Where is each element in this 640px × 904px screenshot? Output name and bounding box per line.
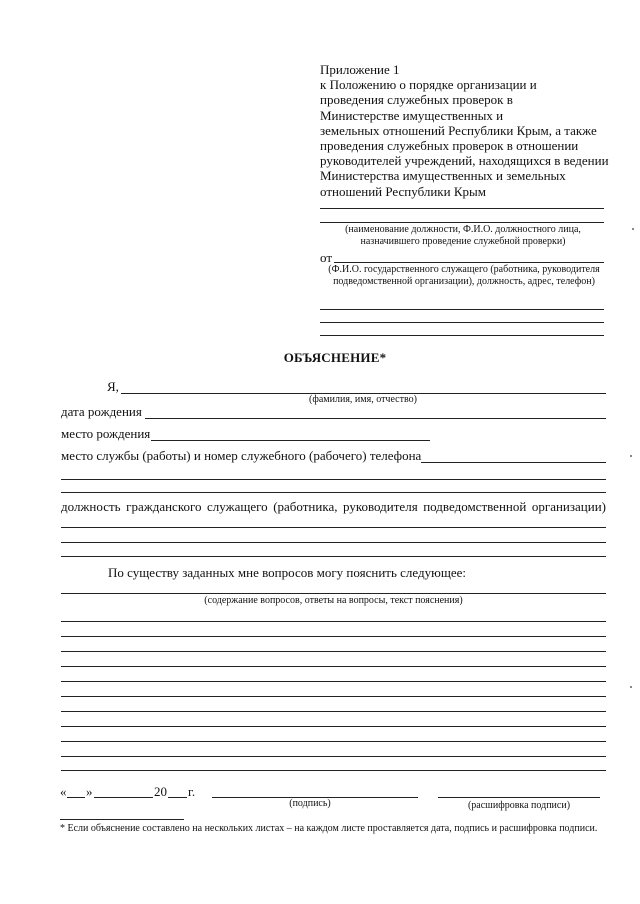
appendix-line: руководителей учреждений, находящихся в ведении bbox=[320, 153, 609, 169]
appendix-line: к Положению о порядке организации и bbox=[320, 77, 537, 93]
workplace-line-3[interactable] bbox=[61, 492, 606, 493]
explanation-intro: По существу заданных мне вопросов могу пояснить следующее: bbox=[108, 565, 467, 580]
workplace-line-2[interactable] bbox=[61, 479, 606, 480]
explanation-line[interactable] bbox=[61, 726, 606, 727]
caption-position: (наименование должности, Ф.И.О. должностного лица, назначившего проведение служебной проверки) bbox=[345, 224, 581, 247]
document-title: ОБЪЯСНЕНИЕ* bbox=[283, 350, 387, 365]
footnote-separator bbox=[60, 819, 184, 820]
year-suffix: г. bbox=[188, 784, 196, 799]
explanation-line[interactable] bbox=[61, 711, 606, 712]
date-close-quote: » bbox=[86, 784, 93, 799]
date-year-line[interactable] bbox=[168, 797, 187, 798]
birth-date-line[interactable] bbox=[145, 418, 606, 419]
year-prefix: 20 bbox=[154, 784, 167, 799]
appendix-line: земельных отношений Республики Крым, а также bbox=[320, 122, 597, 138]
workplace-phone-label: место службы (работы) и номер служебного (рабочего) телефона bbox=[61, 448, 422, 463]
scan-speck bbox=[630, 455, 632, 457]
explanation-line[interactable] bbox=[61, 741, 606, 742]
position-line-1[interactable] bbox=[61, 527, 606, 528]
caption-signature-decode: (расшифровка подписи) bbox=[467, 800, 571, 811]
footnote: * Если объяснение составлено на нескольких листах – на каждом листе проставляется дата, подпись и расшифровка подписи. bbox=[60, 823, 598, 834]
explanation-line[interactable] bbox=[61, 696, 606, 697]
from-label: от bbox=[320, 250, 333, 265]
explanation-line[interactable] bbox=[61, 651, 606, 652]
explanation-line[interactable] bbox=[61, 621, 606, 622]
date-open-quote: « bbox=[60, 784, 67, 799]
explanation-line[interactable] bbox=[61, 666, 606, 667]
caption-fio: (фамилия, имя, отчество) bbox=[309, 394, 417, 405]
signature-decode-line[interactable] bbox=[438, 797, 600, 798]
position-line-3[interactable] bbox=[61, 556, 606, 557]
workplace-phone-line[interactable] bbox=[421, 462, 606, 463]
addressee-line-2[interactable] bbox=[320, 222, 604, 223]
explanation-line[interactable] bbox=[61, 681, 606, 682]
addressee-line-4[interactable] bbox=[320, 322, 604, 323]
birth-place-label: место рождения bbox=[61, 426, 151, 441]
position-line-2[interactable] bbox=[61, 542, 606, 543]
caption-signature: (подпись) bbox=[289, 798, 331, 809]
appendix-block bbox=[320, 62, 620, 199]
appendix-line: Министерства имущественных и земельных bbox=[320, 168, 566, 184]
explanation-line[interactable] bbox=[61, 636, 606, 637]
explanation-caption: (содержание вопросов, ответы на вопросы, текст пояснения) bbox=[204, 595, 463, 606]
date-month-line[interactable] bbox=[94, 797, 153, 798]
appendix-line: проведения служебных проверок в отношении bbox=[320, 138, 579, 154]
birth-place-line[interactable] bbox=[151, 440, 430, 441]
scan-speck bbox=[630, 686, 632, 688]
addressee-line-5[interactable] bbox=[320, 335, 604, 336]
addressee-line-3[interactable] bbox=[320, 309, 604, 310]
explanation-line[interactable] bbox=[61, 756, 606, 757]
caption-from: (Ф.И.О. государственного служащего (работника, руководителя подведомственной организации), должность, адрес, телефон) bbox=[328, 264, 600, 287]
position-label: должность гражданского служащего (работника, руководителя подведомственной организации) bbox=[61, 499, 606, 514]
explanation-line-0[interactable] bbox=[61, 593, 606, 594]
scan-speck bbox=[632, 228, 634, 230]
appendix-line: Министерстве имущественных и bbox=[320, 107, 504, 123]
from-line[interactable] bbox=[334, 262, 604, 263]
i-label: Я, bbox=[107, 379, 119, 394]
addressee-line-1[interactable] bbox=[320, 208, 604, 209]
appendix-line: проведения служебных проверок в bbox=[320, 92, 513, 108]
appendix-line: отношений Республики Крым bbox=[320, 183, 486, 199]
appendix-title: Приложение 1 bbox=[320, 62, 400, 77]
birth-date-label: дата рождения bbox=[61, 404, 142, 419]
explanation-line[interactable] bbox=[61, 770, 606, 771]
date-day-line[interactable] bbox=[67, 797, 85, 798]
